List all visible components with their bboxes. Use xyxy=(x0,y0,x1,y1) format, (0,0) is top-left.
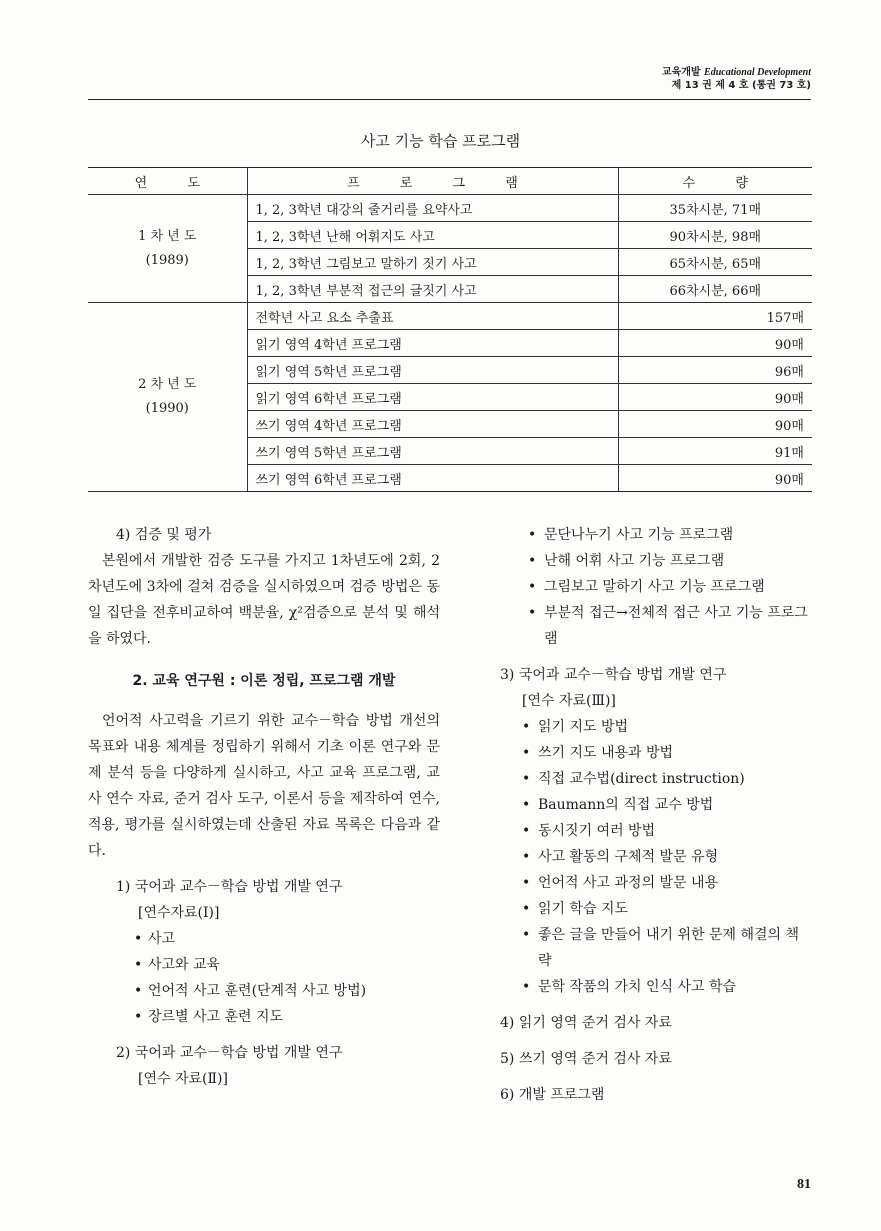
header-rule xyxy=(88,99,811,100)
page-number: 81 xyxy=(797,1177,811,1192)
table-row xyxy=(88,303,812,330)
bullet-item: • 읽기 학습 지도 xyxy=(522,896,812,922)
qty-cell: 90매 xyxy=(618,330,812,357)
qty-cell: 90매 xyxy=(618,384,812,411)
program-cell: 전학년 사고 요소 추출표 xyxy=(247,303,618,330)
bullet-item: • 난해 어휘 사고 기능 프로그램 xyxy=(528,548,812,574)
journal-name-ko: 교육개발 xyxy=(661,67,701,78)
qty-cell: 66차시분, 66매 xyxy=(618,276,812,303)
paragraph: 언어적 사고력을 기르기 위한 교수－학습 방법 개선의 목표와 내용 체계를 정립하기 위해서 기초 이론 연구와 문제 분석 등을 다양하게 실시하고, 사고 교육 프로그램, 교사 연수 자료, 준거 검사 도구, 이론서 등을 제작하여 연수, 적용, 평가를 실시하였는데 산출된 자료 목록은 다음과 같다. xyxy=(88,713,440,859)
bullet-item: • 직접 교수법(direct instruction) xyxy=(522,766,812,792)
year-cell-2: 2 차 년 도 (1990) xyxy=(88,303,247,492)
bullet-item: • 장르별 사고 훈련 지도 xyxy=(148,1004,440,1030)
list-item: 1) 국어과 교수－학습 방법 개발 연구 xyxy=(116,879,343,895)
bullet-item: • 사고 활동의 구체적 발문 유형 xyxy=(522,844,812,870)
right-column xyxy=(500,522,812,1108)
bullet-item: • 읽기 지도 방법 xyxy=(522,714,812,740)
list-item-ref: [연수 자료(Ⅱ)] xyxy=(138,1071,228,1087)
bullet-item: • Baumann의 직접 교수 방법 xyxy=(522,792,812,818)
bullet-item: • 부분적 접근→전체적 접근 사고 기능 프로그램 xyxy=(528,600,812,652)
bullet-item: • 사고 xyxy=(148,926,440,952)
qty-cell: 91매 xyxy=(618,438,812,465)
section-heading: 2. 교육 연구원 : 이론 정립, 프로그램 개발 xyxy=(132,673,396,689)
qty-cell: 157매 xyxy=(618,303,812,330)
program-table xyxy=(88,167,812,492)
program-cell: 쓰기 영역 5학년 프로그램 xyxy=(247,438,618,465)
bullet-item: • 언어적 사고 과정의 발문 내용 xyxy=(522,870,812,896)
year-cell-1: 1 차 년 도 (1989) xyxy=(88,195,247,303)
program-cell: 1, 2, 3학년 그림보고 말하기 짓기 사고 xyxy=(247,249,618,276)
program-cell: 1, 2, 3학년 난해 어휘지도 사고 xyxy=(247,222,618,249)
table-row xyxy=(88,195,812,222)
list-item-ref: [연수자료(Ⅰ)] xyxy=(138,905,220,921)
list-item: 4) 읽기 영역 준거 검사 자료 xyxy=(500,1015,672,1031)
running-header xyxy=(662,66,811,92)
bullet-item: • 문단나누기 사고 기능 프로그램 xyxy=(528,522,812,548)
subsection-heading: 4) 검증 및 평가 xyxy=(116,527,212,543)
table-title: 사고 기능 학습 프로그램 xyxy=(360,132,521,150)
bullet-item: • 그림보고 말하기 사고 기능 프로그램 xyxy=(528,574,812,600)
paragraph: 본원에서 개발한 검증 도구를 가지고 1차년도에 2회, 2차년도에 3차에 걸쳐 검증을 실시하였으며 검증 방법은 동일 집단을 전후비교하여 백분율, χ²검증으로 분석 및 해석을 하였다. xyxy=(88,553,440,647)
program-cell: 1, 2, 3학년 부분적 접근의 글짓기 사고 xyxy=(247,276,618,303)
bullet-item: • 문학 작품의 가치 인식 사고 학습 xyxy=(522,974,812,1000)
program-cell: 읽기 영역 4학년 프로그램 xyxy=(247,330,618,357)
qty-cell: 90차시분, 98매 xyxy=(618,222,812,249)
col-header-qty: 수 량 xyxy=(618,168,812,195)
bullet-item: • 동시짓기 여러 방법 xyxy=(522,818,812,844)
qty-cell: 90매 xyxy=(618,411,812,438)
list-item: 5) 쓰기 영역 준거 검사 자료 xyxy=(500,1051,672,1067)
program-cell: 1, 2, 3학년 대강의 줄거리를 요약사고 xyxy=(247,195,618,222)
qty-cell: 96매 xyxy=(618,357,812,384)
col-header-year: 연 도 xyxy=(88,168,247,195)
qty-cell: 35차시분, 71매 xyxy=(618,195,812,222)
bullet-item: • 좋은 글을 만들어 내기 위한 문제 해결의 책략 xyxy=(522,922,812,974)
issue-info: 제 13 권 제 4 호 (통권 73 호) xyxy=(671,80,811,91)
program-cell: 쓰기 영역 4학년 프로그램 xyxy=(247,411,618,438)
list-item: 6) 개발 프로그램 xyxy=(500,1087,605,1103)
qty-cell: 90매 xyxy=(618,465,812,492)
list-item-ref: [연수 자료(Ⅲ)] xyxy=(522,693,616,709)
program-cell: 쓰기 영역 6학년 프로그램 xyxy=(247,465,618,492)
program-cell: 읽기 영역 5학년 프로그램 xyxy=(247,357,618,384)
col-header-program: 프 로 그 램 xyxy=(247,168,618,195)
left-column xyxy=(88,522,440,1092)
list-item: 2) 국어과 교수－학습 방법 개발 연구 xyxy=(116,1045,343,1061)
bullet-item: • 쓰기 지도 내용과 방법 xyxy=(522,740,812,766)
program-cell: 읽기 영역 6학년 프로그램 xyxy=(247,384,618,411)
qty-cell: 65차시분, 65매 xyxy=(618,249,812,276)
list-item: 3) 국어과 교수－학습 방법 개발 연구 xyxy=(500,667,727,683)
journal-name-en: Educational Development xyxy=(704,67,811,78)
table-header-row xyxy=(88,168,812,195)
bullet-item: • 사고와 교육 xyxy=(148,952,440,978)
bullet-item: • 언어적 사고 훈련(단계적 사고 방법) xyxy=(148,978,440,1004)
